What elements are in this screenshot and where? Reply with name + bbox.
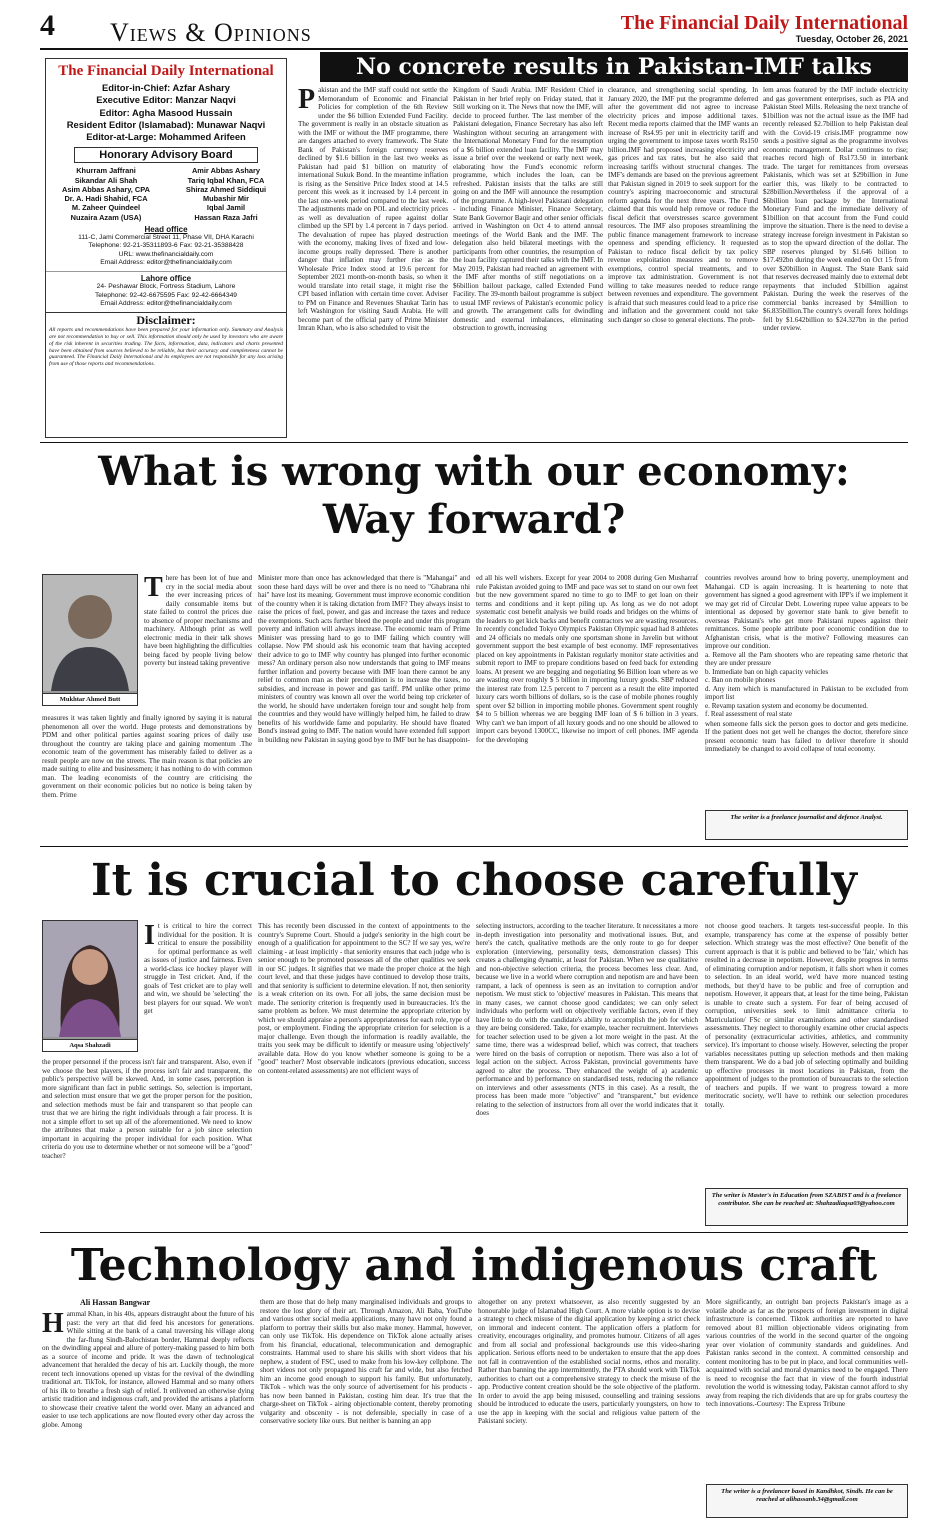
phone-line: Telephone: 92-42-6675595 Fax: 92-42-6664349 [94,291,238,299]
economy-col-4 [705,574,908,806]
divider [40,442,908,443]
disclaimer-title: Disclaimer: [46,312,286,327]
editorial-staff [46,82,286,143]
imf-headline: No concrete results in Pakistan-IMF talks [320,52,908,82]
phone-line: Telephone: 92-21-35311893-6 Fax: 92-21-35388428 [88,242,244,250]
list-item: b. Immediate ban on high capacity vehicles [705,667,829,676]
divider [40,1232,908,1233]
board-member: Asim Abbas Ashary, CPA [62,184,150,194]
staff-line: Resident Editor (Islamabad): Munawar Naqvi [66,118,266,130]
dropcap: T [144,574,163,603]
tech-col-2 [260,1298,472,1520]
head-office [46,234,286,268]
board-member: Tariq Iqbal Khan, FCA [187,175,265,185]
list-item: f. Real assessment of real state [705,710,793,718]
masthead-top: The Financial Daily International [620,12,908,34]
byline: Ali Hassan Bangwar [80,1298,151,1307]
staff-line: Editor: Agha Masood Hussain [99,106,233,118]
writer-note: The writer is a freelancer based in Kandhkot, Sindh. He can be reached at alihassanb.34@gmail.com [706,1484,908,1518]
article-text: lem areas featured by the IMF include electricity and gas government enterprises, such as PIA and Pakistan Steel Mills. Releasing the next tranche of $1billion was not the actual issue as the IMF had recently released $2.7billion to help Pakistan deal with the Covid-19 crisis.IMF programme now sends a positive signal as the programme involves economic management. Dollar continues to rise; reaches record high of Rs173.50 in interbank trade. The target for remittances from overseas Pakistanis, which was set at $29billion in June earlier this, was likely to be contracted to $28billion.Nevertheless if the approval of a $6billion loan package by the International Monetary Fund and the immediate delivery of $1billion on that account from the Fund could improve the situation. There is the need to devise a strategy increase foreign investment in Pakistan so as to stop the upward direction of the dollar. The SBP reserves plunged by $1.646 billion to $17.492bn during the week ended on Oct 15 from over $20billion in August. The State Bank said that reserves decreased mainly due to external debt repayments that included $1billion against Pakistan. During the week the reserves of the commercial banks increased by $4million to $6.835billion.The country's overall forex holdings fell by $1.642billion to $24.327bn in the period under review. [763,86,908,332]
headline-line: What is wrong with our economy: [98,448,850,495]
advisory-board-title: Honorary Advisory Board [74,147,258,163]
board-member: Shiraz Ahmed Siddiqui [185,184,267,194]
article-text: This has recently been discussed in the context of appointments to the country's Supreme Court. Should a judge's seniority in the high court be enough of a qualification for appointment to the SC? If we say yes, we're claiming - at least implicitly - that seniority ensures that each judge who is senior enough to be promoted possesses all of the other qualities we seek in our SC judges. It signifies that we made the proper choice at the high court level, and that these judges have continued to develop those traits, and that seniority is sufficient to determine elevation. If not, then seniority is a weak criterion on its own. For all jobs, the same decision must be made. The seniority criterion is frequently used in bureaucracies. It's the same problem as before. We must determine the appropriate criterion by which we should appraise a person's appropriateness for each role, type of post, or employment. Finding the appropriate criterion for selection is a major challenge. Even though the information is readily available, the traits you seek may be difficult to identify or measure using 'objectively' available data. How do you know whether someone is going to be a "good" teacher? Most observable indicators (previous education, success on content-related assessments) are not efficient ways of [258,922,470,1075]
tech-col-1 [42,1310,254,1520]
section-title: Views & Opinions [110,18,312,47]
choose-col-1 [42,1058,252,1226]
choose-col-4 [705,922,908,1184]
board-member: Amir Abbas Ashary [191,166,261,176]
address-line: 111-C, Jami Commercial Street 11, Phase VII, DHA Karachi [78,233,254,241]
writer-note: The writer is a freelance journalist and defence Analyst. [705,810,908,840]
editorial-box [45,58,287,438]
issue-date: Tuesday, October 26, 2021 [795,34,908,44]
author-photo [42,574,138,706]
article-text: ammal Khan, in his 40s, appears distraught about the future of his past: the very art that did feed his ancestors for generations. While sitting at the bank of a canal traversing his village along the far-flung Sindh-Balochistan border, Hammal deeply reflects on the dwindling appeal and allure of pottery-making passed to him both as a source of income and pride. It was the dawn of technological advancement that heralded the decay of his art. Luckily though, the more recent tech innovations opened up vistas for the revival of the dwindling traditional art. TikTok, for instance, allowed Hammal and so many others of his ilk to breathe a fresh sigh of relief. It enlivened an otherwise dying artistic tradition and indigenous craft, and provided the artisans a platform to showcase their creative talent the world over. Many an advanced and easier to use tech applications are now flouted every other day across the globe. Among [42,1310,254,1429]
economy-intro [144,574,252,712]
board-member: Khurram Jaffrani [76,166,136,176]
page-number: 4 [40,9,55,42]
choose-intro [144,922,252,1056]
dropcap: H [42,1310,64,1339]
board-member: Sikandar Ali Shah [74,175,138,185]
address-line: 24- Peshawar Block, Fortress Stadium, Lahore [96,283,236,291]
url-line[interactable]: URL: www.thefinancialdaily.com [118,250,214,258]
author-photo [42,920,138,1052]
head-office-title: Head office [144,224,188,234]
imf-col-1 [298,86,448,438]
dropcap: P [298,86,316,115]
imf-col-3 [608,86,758,438]
article-text: selecting instructors, according to the teacher literature. It necessitates a more in-depth investigation into personality and motivational issues. But, and here's the catch, qualitative methods are the only route to go for deeper exploration (interviewing, personality tests, demonstration classes) This creates a challenging dynamic, at least for Pakistan. When we use qualitative and non-objective selection criteria, the process becomes less clear. And, because we live in a world where corruption and nepotism are and have been rampant, a lack of openness is seen as an invitation to corruption and/or nepotism. We must stick to 'objective' measures in Pakistan. This means that in many cases, we cannot choose good candidates; we can only select individuals who perform well on objectively verifiable factors, even if they have little to do with the candidate's ability to accomplish the job for which they are being considered. Take, for example, teacher recruitment. Interviews for teacher selection used to be given a lot more weight in the past. At the same time, there was a widespread belief, which was correct, that teachers were hired on the basis of corruption or nepotism. There was also a lot of legal action on the subject. Across Pakistan, provincial governments have agreed to alter the process. They enhanced the weight of a) academic performance and b) performance on standardised tests, reducing the reliance on interviews and other assessments (NTS in this case). As a result, the process has been made more "objective" and "transparent," but evidence relating to the selection of instructors from all over the world indicates that it does [476,922,698,1117]
imf-col-4 [763,86,908,438]
article-text: ed all his well wishers. Except for year 2004 to 2008 during Gen Musharraf rule Pakistan avoided going to IMF and pace was set to stand on our own feet but the new government spared no time to go to IMF to get loan on their terms and conditions and it kept piling up. As long as we do not adopt systematic cost benefit analysis we build roads and bridges on the whims of the leaders to get kick backs and benefit contractors we are wasting resources. In recently concluded Tokyo Olympics Pakistan Olympic squad had 8 athletes and 24 officials no medals only one sportsman shone in Javelin but without government support the best example of best economy. IMF representatives placed on key appointments in Pakistan regularly monitor state activities and submit report to IMF to prepare conditions based on feed back for extending loans. At present we are begging and negotiating $6 Billion loan where as we are wasting over roughly $ 5 billion in importing luxury goods. SBP reduced the interest rate from 12.5 percent to 7 percent as a result the elite imported luxury cars worth billions of dollars, so is the case of mobile phones roughly spent over $2 billion in importing mobile phones. Government spent roughly $4 to 5 billion whereas we are begging IMF loan of $ 6 billion in 3 years. Why can't we ban import of all luxury goods and no one should be allowed to import cars beyond 1300CC, likewise no import of cell phones. IMF agenda for the developing [476,574,698,744]
disclaimer-text: All reports and recommendations have been prepared for your information only. Summary and Analysis are not recommendation to buy or sell. This information should only be used by investors who are aware of the risk inherent in securities trading. The facts, information, data, indicators and charts presented have been obtained from sources believed to be reliable, but their accuracy and completeness cannot be guaranteed. The Financial Daily International and its employees are not responsible for any loss arising from use of those reports and recommendations. [49,326,283,368]
email-line[interactable]: Email Address: editor@thefinancialdaily.com [100,259,232,267]
article-text: when someone falls sick the person goes to doctor and gets medicine. If the patient does not get well he changes the doctor, therefore since present economic team has failed to deliver therefore it should immediately be changed to avoid collapse of total economy. [705,719,908,753]
economy-headline [40,448,908,544]
editorial-masthead: The Financial Daily International [58,63,274,79]
author-name: Mukhtar Ahmed Butt [43,693,137,705]
person-icon [43,921,137,1037]
staff-line: Editor-at-Large: Mohammed Arifeen [86,131,246,143]
article-text: More significantly, an outright ban projects Pakistan's image as a volatile abode as far as the prospects of foreign investment in digital infrastructure is concerned. Tiktok authorities are reported to have removed about 81 million objectionable videos originating from various countries of the world in the second quarter of the ongoing year over violation of community standards and guidelines. And Pakistan ranks second in the context. A committed censorship and content monitoring has to be put in place, and local communities well-acquainted with social and moral dynamics need to be engaged. There is need to recognise the fact that in view of the fourth industrial revolution the world is witnessing today, Pakistan cannot afford to shy away from reaping the rich dividends that are up for grabs courtesy the tech innovations.-Courtesy: The Express Tribune [706,1298,908,1408]
board-member: Hassan Raza Jafri [194,212,258,222]
article-text: akistan and the IMF staff could not settle the Memorandum of Economic and Financial Policies for completion of the 6th Review under the $6 billion Extended Fund Facility. The government is really in an obstacle situation as with the IMF or without the IMF programme, there are dangers attached to every framework. The State Bank of Pakistan's foreign currency reserves declined by $1.6 billion in the last two weeks as Pakistan had paid $1 billion on maturity of international Sukuk Bond. In the meantime inflation is rising as the Sensitive Price Index stood at 14.5 percent this week as it increased by 1.4 percent in the last one-week period compared to the last week. The adjustments made on POL and electricity prices as well as devaluation of rupee against dollar climbed up the SPI by 1.4 percent in 7 days period. The devaluation of rupee has played destruction with the economy, making lives of fixed and low-income groups really depressed. There is another danger that inflation may further rise as the Wholesale Price Index stood at 19.6 percent for September 2021 month-on-month basis, so when it would translate into retail stage, it might rise the CPI based inflation with certain time cover. Adviser to PM on Finance and Revenues Shaukat Tarin has left Washington for visiting Saudi Arabia. He will become part of the official party of Prime Minister Imran Khan, who is also scheduled to visit the [298,86,448,332]
article-text: countries revolves around how to bring poverty, unemployment and Mahangai. CD is again increasing. It is heartening to note that government has signed a good agreement with IPP's if we implement it we may get rid of Circular Debt. Lowering rupee value appears to be intentional as deposed by governor state bank to give benefit to overseas Pakistani's who get more Pakistani rupees against their remittances. Some people attribute poor economic condition due to Afghanistan crisis, what is the motive? Following measures can improve our condition. [705,574,908,650]
divider [40,846,908,847]
economy-col-1 [42,714,252,842]
choose-col-2 [258,922,470,1226]
economy-col-3 [476,574,698,842]
tech-headline: Technology and indigenous craft [70,1240,878,1291]
list-item: e. Revamp taxation system and economy be documented. [705,701,868,710]
article-text: Minister more than once has acknowledged that there is "Mahangai" and soon these hard days will be over and there is no need to "Ghabrana nhi hai" have lost its meaning. Government must improve economic condition of the country when it is taking dictation from IMF? They always insist to raise the prices of fuel, power, and gas and increase the taxes and reduce the exemptions. Such acts further bleed the people and under this program poverty and inflation will always increase. The economic team of Prime Minister was pressing hard to go to IMF failing which country will collapse. Now PM should ask his economic team that having accepted their advice to go to IMF why country has plunged into further economic mess? An ordinary person also now understands that going to IMF means further inflation and poverty because with IMF loan there cannot be any relief to common man as their precondition is to increase the taxes, no subsidies, and increase in power and gas tariff. PM unlike other prime ministers of country was known all over the world being top cricketer of the world, he should have undertaken foreign tour and sought help from the countries and they would have willingly helped him, he failed to draw benefits of his worldwide fame and popularity. He should have floated Bond's instead going to IMF. The nation would have extended full support in building new Pakistan in saying good bye to IMF but he has disappoint- [258,574,470,744]
lahore-office [46,283,286,309]
list-item: c. Ban on mobile phones [705,676,776,684]
article-text: here has been lot of hue and cry in the social media about the ever increasing prices of daily consumable items but state failed to control the prices due to absence of proper mechanisms and machinery. Although print as well electronic media in their talk shows have been highlighting the difficulties being faced by people living below poverty but instead taking preventive [144,574,252,667]
advisory-board [46,166,286,221]
list-item: a. Remove all the Pam shooters who are repeating same rhetoric that they are under pressure [705,650,908,667]
article-text: Kingdom of Saudi Arabia. IMF Resident Chief in Pakistan in her brief reply on Friday stated, that it Still working on it. The News that now the IMF, will decide to proceed further. The last member of the Pakistani delegation, Finance Secretary has also left Washington without securing an arrangement with the International Monetary Fund for the resumption of a $6 billion extended loan facility. The IMF may issue a brief over the weekend or early next week, elaborating how the Fund's economic reform programme, which includes the loan, can be refreshed. Pakistan insists that the talks are still going on and the IMF will announce the resumption of the programme. A high-level Pakistani delegation - including Finance Minister, Finance Secretary, State Bank Governor Baqir and other senior officials arrived in Washington on Oct 4 to attend annual meetings of the World Bank and the IMF. The delegation also held bilateral meetings with the participants from other countries, the resumption of the loan facility captured their talks with the IMF. In May 2019, Pakistan had reached an agreement with the IMF after months of stiff negotiations on a $6billion bailout package, called Extended Fund Facility. The 39-month bailout programme is subject to usual IMF reviews of Pakistan's economic policy and growth. The arrangement calls for dwindling domestic and external imbalances, eliminating obstruction to growth, increasing [453,86,603,332]
staff-line: Editor-in-Chief: Azfar Ashary [102,82,230,93]
choose-headline: It is crucial to choose carefully [91,855,857,906]
board-member: Dr. A. Hadi Shahid, FCA [64,194,148,204]
tech-col-3 [478,1298,700,1520]
article-text: t is critical to hire the correct individual for the position. It is critical to ensure the possibility for optimal performance as well as issues of justice and fairness. Even a world-class ice hockey player will struggle in Test cricket. And, if the goals of Test cricket are to play well and win, we should be 'selecting' the best players for our squad. We won't get [144,922,252,1015]
board-member: Nuzaira Azam (USA) [70,212,142,222]
article-text: not choose good teachers. It targets test-successful people. In this example, transparency has come at the expense of possibly better selection. Which strategy was the most effective? One benefit of the current approach is that it is public and believed to be 'fair,' which has resulted in a decrease in nepotism. However, despite progress in terms of eliminating corruption and/or nepotism, it falls short when it comes to selection. In an ideal world, we'd have more nuanced testing methods, but they'd have to be public and free of corruption and nepotism. However, it appears that, at least for the time being, Pakistan is unable to create such a system. For fear of being accused of corruption, universities seek to limit admittance criteria to Matriculation/ FSc or similar examinations and other standardised assessments. They neglect to thoroughly examine other crucial aspects of personality (extracurricular activities, athletics, and community service). It's important to choose wisely. However, selecting the proper variables necessitates putting up selection methods and then making them transparent. We do a bad job of selecting optimally and building up effective processes in most locations in Pakistan, from the appointment of judges to the promotion of bureaucrats to the selection of teachers and pupils. If we want to progress toward a more meritocratic society, we'll have to rethink our selection procedures totally. [705,922,908,1109]
board-member: M. Zaheer Quindeel [71,203,141,213]
board-member: Iqbal Jamil [206,203,246,213]
writer-note: The writer is Master's in Education from SZABIST and is a freelance contributor. She can be reached at: Shahzadiaqsa03@yahoo.com [705,1188,908,1226]
person-icon [43,575,137,691]
lahore-office-title: Lahore office [46,271,286,283]
dropcap: I [144,922,155,951]
author-name: Aqsa Shahzadi [43,1039,137,1051]
tech-col-4 [706,1298,908,1478]
board-member: Mubashir Mir [203,194,249,204]
article-text: clearance, and strengthening social spending. In January 2020, the IMF put the programme deferred after the government did not agree to increase electricity prices and impose additional taxes. Recent media reports claimed that the IMF wants an increase of Rs4.95 per unit in electricity tariff and urging the government to impose taxes worth Rs150 billion.IMF had proposed increasing electricity and gas prices and tax rates, but he also said that increasing tariffs without structural changes. The IMF's demands are based on the previous agreement that Pakistan signed in 2019 to seek support for the country's aspiring macroeconomic and structural reform agenda for the next three years. The Fund claimed that this would help remove or reduce the fiscal deficit that overstresses scarce government resources. The IMF also proposes streamlining the public finance management framework to increase openness and spending efficiency. It requested Pakistan to reduce fiscal deficit by tax policy revenue exploitation measures and to remove exemptions, control special treatments, and to improve tax administration. Government is not willing to take measures needed to reduce range between revenues and expenditure. The government is afraid that such measures could lead to a price rise and inflation and the government could not take such danger so close to general elections. The prob- [608,86,758,324]
list-item: d. Any item which is manufactured in Pakistan to be excluded from import list [705,684,908,701]
page-header [40,10,908,50]
headline-line: Way forward? [322,496,626,543]
article-text: measures it was taken lightly and finally ignored by saying it is natural phenomenon all over the world. Huge protests and demonstrations by PDM and other political parties against soaring prices of daily use throughout the country are taking place and gaining momentum .The economic team of the government has miserably failed to deliver as a result people are now on the streets. The main reason is that policies are made suiting to elite and businessmen; it has nothing to do with common man. The leading economists of the country are criticising the government on their economic policies but no notice is being taken by them. Prime [42,714,252,799]
article-text: the proper personnel if the process isn't fair and transparent. Also, even if we choose the best players, if the process isn't fair and transparent, the public's perspective will be skewed. And, in some cases, perception is more significant than fact in public settings. So, selection is important, and selection must ensure that we get the proper person for the position, and selection methods must be fair and transparent so that people can trust that we are hiring the right individuals through a fair process. It is not a simple effort to set up all of the aforementioned. We need to know the attributes that make a person suitable for a job since selection important in acquiring the proper individual for each position. What criteria do you use to determine whether or not someone will be a "good" teacher? [42,1058,252,1160]
email-line[interactable]: Email Address: editor@thefinancialdaily.com [100,300,232,308]
staff-line: Executive Editor: Manzar Naqvi [96,94,236,106]
article-text: them are those that do help many marginalised individuals and groups to restore the lost glory of their art. Through Amazon, Ali Baba, YouTube and various other social media applications, many have not only found a platform to portray their skills but also make money. Hammal, however, can only use TikTok. His dependence on TikTok alone actually arises from his financial, educational, telecommunication and demographic constraints. Hammal used to share his skills with short videos that his nephew, a student of FSC, used to make from his low-key cellphone. The short videos not only propagated his craft far and wide, but also fetched him an income good enough to support his family. But unfortunately, TikTok - which was the only source of advertisement for his products - has now been banned in Pakistan, costing him dear. It's true that the charge-sheet on TikTok - airing objectionable content, thereby promoting vulgarity and obscenity - is not defensible, specially in case of a conservative society like ours. But neither is banning an app [260,1298,472,1425]
economy-col-2 [258,574,470,842]
choose-col-3 [476,922,698,1226]
imf-col-2 [453,86,603,438]
article-text: altogether on any pretext whatsoever, as also recently suggested by an honourable judge of Islamabad High Court. A more viable option is to devise a strategy to check misuse of the digital application by keeping a strict check on immoral and indecent content. The application offers a platform for creativity, encourages originality, and promotes humour. Citizens of all ages and from all social and professional backgrounds use this video-sharing application. Serious efforts need to be undertaken to ensure that the app does not fall in contravention of the established social norms, ethos and morality. Rather than banning the app intermittently, the PTA should work with TikTok authorities to chart out a comprehensive strategy to check the misuse of the app. Productive content creation should be the sole objective of the platform. In order to avoid the app being misused, counselling and training sessions should be introduced to educate the users, particularly youngsters, on how to use the app in keeping with the social and religious value pattern of the Pakistani society. [478,1298,700,1425]
